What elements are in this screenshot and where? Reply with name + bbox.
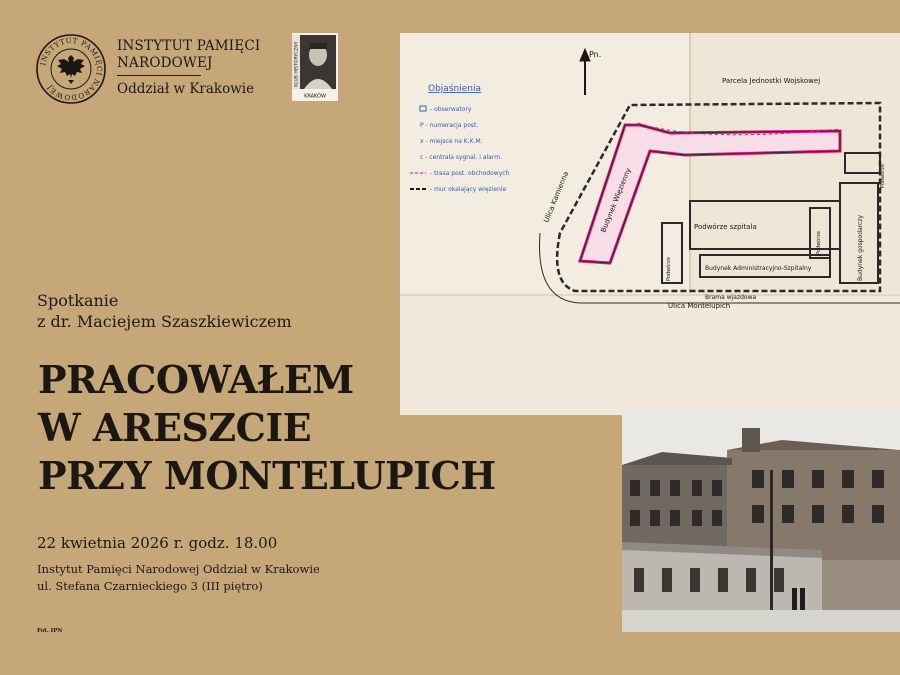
historic-building-photo (622, 410, 900, 632)
legend-item: x - miejsce na K.K.M. (420, 138, 483, 145)
place-line1: Instytut Pamięci Narodowej Oddział w Krakowie (37, 562, 320, 576)
plan-label: Podwórze (816, 231, 822, 255)
legend-item: - obserwatory (430, 106, 472, 113)
institute-name-line2: NARODOWEJ (117, 55, 213, 71)
institute-name-line1: INSTYTUT PAMIĘCI (117, 38, 261, 54)
ipn-seal-logo (36, 34, 106, 104)
legend-title: Objaśnienia (428, 84, 481, 94)
header-divider (117, 75, 201, 76)
plan-label: Ulica Kamienna (542, 170, 571, 224)
speaker-name: z dr. Maciejem Szaszkiewiczem (37, 312, 292, 331)
plan-label: Ulica Montelupich (668, 302, 731, 310)
plan-label: Budynek gospodarczy (857, 214, 864, 281)
legend-item: - trasa post. obchodowych (430, 170, 510, 177)
badge-text: KLUB HISTORYCZNY (294, 41, 300, 87)
legend-item: P - numeracja post. (420, 122, 479, 129)
plan-label: Podwórze (666, 257, 672, 281)
club-historyczny-badge (292, 33, 338, 101)
plan-label: Budynek Więzienny (599, 166, 633, 234)
eagle-icon (57, 55, 85, 84)
plan-label: Brama wjazdowa (705, 294, 757, 301)
legend-item: - mur okalający więzienie (430, 186, 507, 193)
title-line1: PRACOWAŁEM (38, 357, 354, 402)
plan-label: Podwórze szpitala (694, 223, 757, 231)
event-place (37, 561, 320, 595)
north-label: Pn. (589, 50, 602, 59)
event-date: 22 kwietnia 2026 r. godz. 18.00 (37, 534, 278, 552)
prison-plan-image (400, 33, 900, 415)
legend-item: c - centrala sygnal. i alarm. (420, 154, 502, 161)
plan-label: Budynek Administracyjno-Szpitalny (705, 265, 812, 272)
place-line2: ul. Stefana Czarnieckiego 3 (III piętro) (37, 579, 263, 593)
plan-label: Podwórze (880, 164, 886, 188)
institute-branch: Oddział w Krakowie (117, 81, 255, 97)
meeting-info (37, 290, 292, 332)
title-line3: PRZY MONTELUPICH (38, 453, 496, 498)
photo-credit: Fot. IPN (37, 628, 63, 634)
institute-name (117, 38, 260, 72)
plan-label: Parcela Jednostki Wojskowej (722, 77, 821, 85)
meeting-label: Spotkanie (37, 291, 119, 310)
seal-text: INSTYTUT PAMIĘCI NARODOWEJ (38, 35, 105, 103)
badge-city: KRAKÓW (304, 93, 326, 100)
title-line2: W ARESZCIE (38, 405, 312, 450)
